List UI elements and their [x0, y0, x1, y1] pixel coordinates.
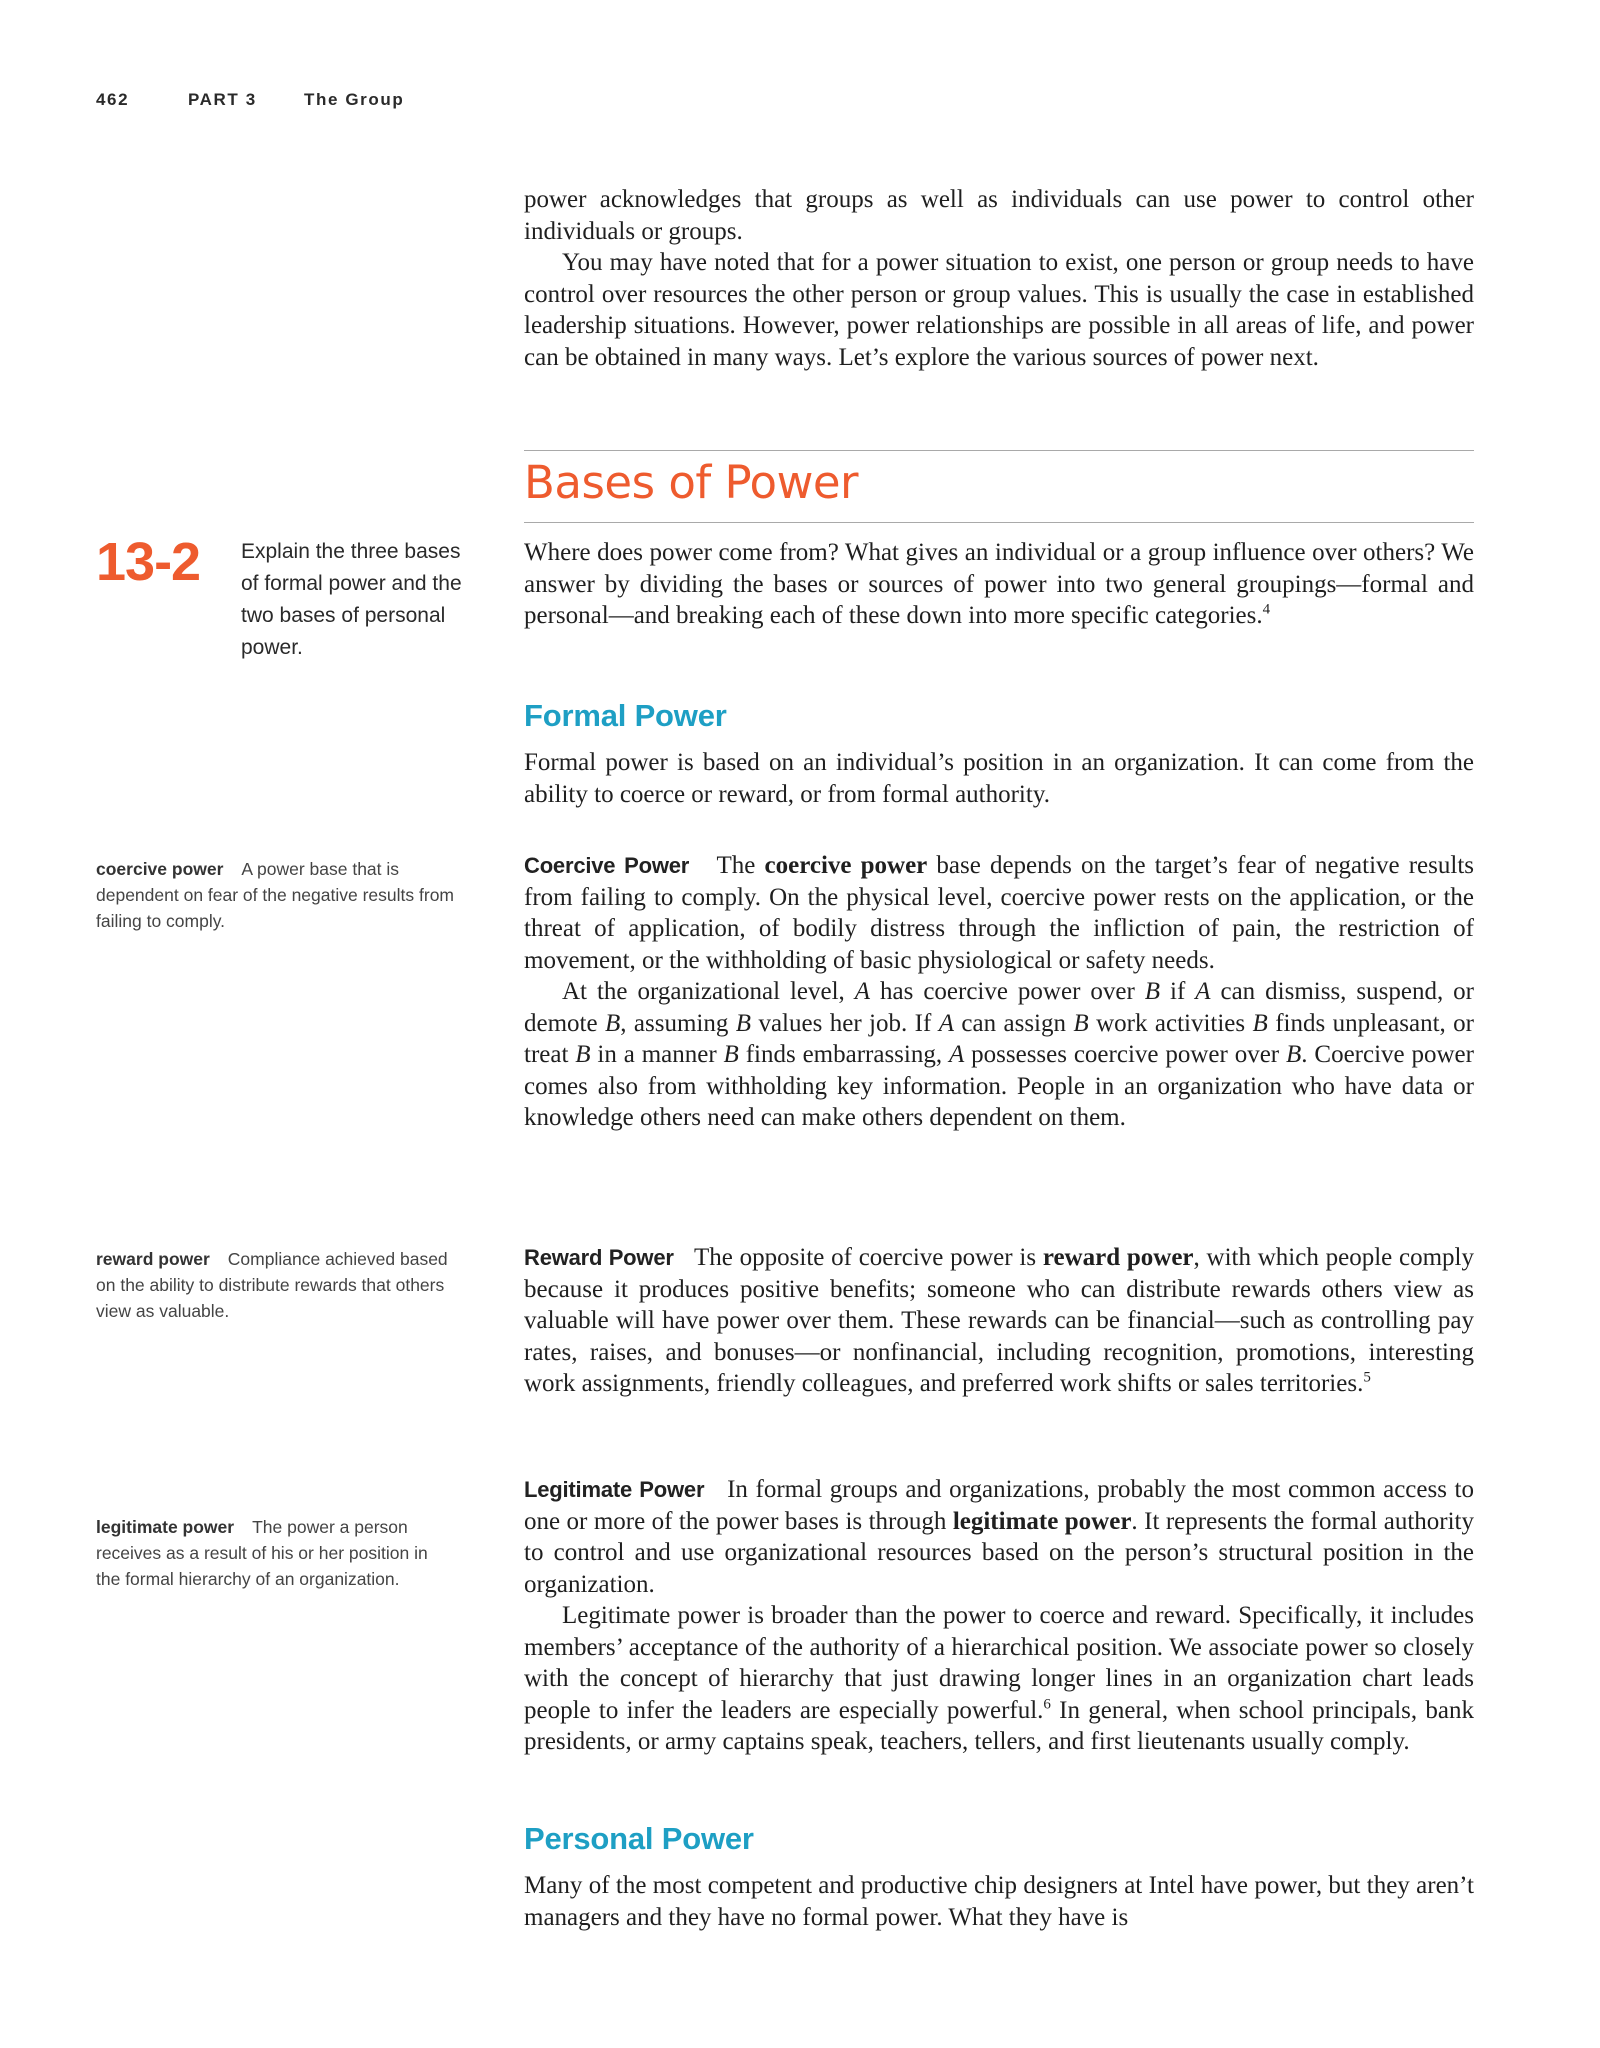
part-title: The Group [304, 90, 405, 109]
intro-paragraph-2: You may have noted that for a power situation to exist, one person or group needs to have control over resources the other person or group values. This is usually the case in established leadership situations. However, power relationships are possible in all areas of life, and power can be obtained in many ways. Let’s explore the various sources of power next. [524, 249, 1474, 371]
reward-paragraph: Reward Power The opposite of coercive power is reward power, with which people comply because it produces positive benefits; someone who can distribute rewards others view as valuable will have power over them. These rewards can be financial—such as controlling pay rates, raises, and bonuses—or nonfinancial, including recognition, promotions, interesting work assignments, friendly colleagues, and preferred work shifts or sales territories.$^5$ [524, 1244, 1474, 1397]
footnote-ref-6: 6 [1043, 1696, 1051, 1713]
intro-text [524, 184, 1474, 373]
section-title: Bases of Power [524, 456, 859, 509]
definition-term: legitimate power [96, 1517, 235, 1537]
section-rule-top [524, 450, 1474, 451]
personal-power-heading: Personal Power [524, 1821, 754, 1856]
reward-power-runin: Reward Power [524, 1245, 674, 1270]
definition-text: The power a person receives as a result of his or her position in the formal hierarchy of an organization. [96, 1517, 428, 1589]
coercive-power-term: coercive power [764, 852, 928, 879]
margin-definition-reward [96, 1246, 456, 1324]
legitimate-paragraph-1: Legitimate Power In formal groups and organizations, probably the most common access to one or more of the power bases is through legitimate power. It represents the formal authority to control and use organizational resources based on the person’s structural position in the organization. [524, 1476, 1474, 1598]
definition-term: coercive power [96, 859, 224, 879]
coercive-power-text [524, 850, 1474, 1134]
definition-term: reward power [96, 1249, 210, 1269]
intro-paragraph-1: power acknowledges that groups as well as individuals can use power to control other individuals or groups. [524, 186, 1474, 245]
coercive-power-runin: Coercive Power [524, 853, 690, 878]
formal-power-text [524, 747, 1474, 810]
coercive-paragraph-2: At the organizational level, A has coercive power over B if A can dismiss, suspend, or demote B, assuming B values her job. If A can assign B work activities B finds unpleasant, or treat B in a manner B finds embarrassing, A possesses coercive power over B. Coercive power comes also from withholding key information. People in an organization who have data or knowledge others need can make others dependent on them. [524, 978, 1475, 1131]
formal-power-paragraph: Formal power is based on an individual’s position in an organization. It can come from the ability to coerce or reward, or from formal authority. [524, 749, 1474, 808]
margin-definition-coercive [96, 856, 456, 934]
formal-power-heading: Formal Power [524, 698, 727, 733]
page-number: 462 [96, 90, 130, 109]
personal-power-text [524, 1870, 1474, 1933]
personal-power-paragraph: Many of the most competent and productive chip designers at Intel have power, but they aren’t managers and they have no formal power. What they have is [524, 1872, 1474, 1931]
reward-power-text [524, 1242, 1474, 1400]
margin-definition-legitimate [96, 1514, 456, 1592]
legitimate-power-text [524, 1474, 1474, 1758]
footnote-ref-5: 5 [1363, 1369, 1371, 1386]
legitimate-power-term: legitimate power [952, 1507, 1132, 1535]
definition-text: A power base that is dependent on fear of the negative results from failing to comply. [96, 859, 455, 931]
learning-objective-text: Explain the three bases of formal power and the two bases of personal power. [241, 540, 462, 659]
legitimate-paragraph-2: Legitimate power is broader than the power to coerce and reward. Specifically, it includes members’ acceptance of the authority of a hierarchical position. We associate power so closely with the concept of hierarchy that just drawing longer lines in an organization chart leads people to infer the leaders are especially powerful.$^6$ In general, when school principals, bank presidents, or army captains speak, teachers, tellers, and first lieutenants usually comply. [524, 1602, 1474, 1755]
running-head [96, 90, 404, 110]
section-rule-bottom [524, 522, 1474, 523]
definition-text: Compliance achieved based on the ability to distribute rewards that others view as valuable. [96, 1249, 448, 1321]
footnote-ref-4: 4 [1262, 601, 1271, 618]
section-intro [524, 537, 1474, 632]
legitimate-power-runin: Legitimate Power [524, 1477, 705, 1502]
learning-objective-number: 13-2 [96, 532, 201, 592]
section-paragraph: Where does power come from? What gives an individual or a group influence over others? We answer by dividing the bases or sources of power into two general groupings—formal and personal—and breaking each of these down into more specific categories.$^4$ [524, 539, 1474, 629]
part-label: PART 3 [188, 90, 257, 109]
reward-power-term: reward power [1042, 1244, 1194, 1271]
coercive-paragraph-1: Coercive Power The coercive power base depends on the target’s fear of negative results from failing to comply. On the physical level, coercive power rests on the application, or the threat of application, of bodily distress through the infliction of pain, the restriction of movement, or the withholding of basic physiological or safety needs. [524, 852, 1475, 974]
